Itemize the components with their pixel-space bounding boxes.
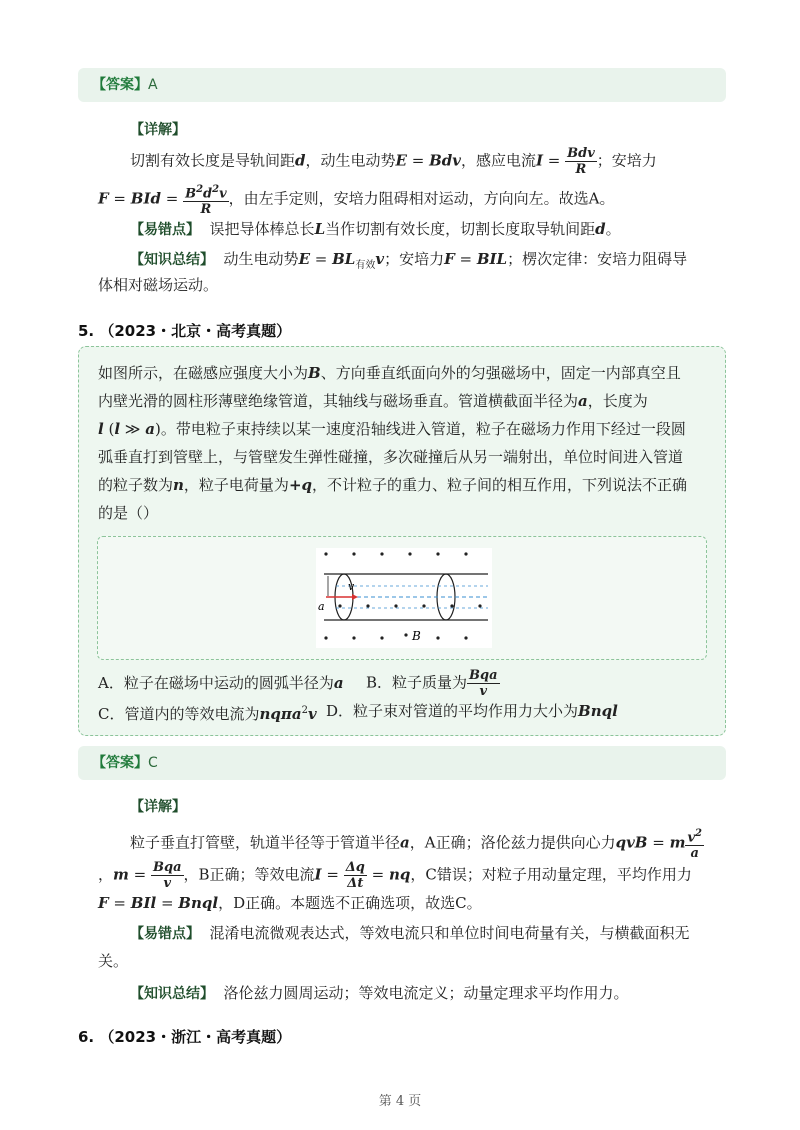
detail-line-1: 切割有效长度是导轨间距d，动生电动势E = Bdv，感应电流I = $\frac{\text{Bdv}}{R}$ ；安培力: [130, 146, 657, 177]
option-c[interactable]: C．管道内的等效电流为nqπa$^2$v: [98, 705, 317, 723]
answer-bar-1: [78, 68, 726, 102]
summary-line-1: 【知识总结】 动生电动势$E = BL_{有效}v$；安培力F = BIL；楞次定律：安培力阻碍导: [130, 250, 688, 271]
question-6-title: 6. （2023・浙江・高考真题）: [78, 1028, 292, 1046]
label-v: v: [348, 580, 355, 593]
option-a[interactable]: A．粒子在磁场中运动的圆弧半径为a: [98, 674, 344, 692]
magnetic-field-dots: [324, 552, 481, 639]
summary-line-1b: 体相对磁场运动。: [98, 276, 219, 294]
mistake-line-2b: 关。: [98, 952, 129, 970]
detail2-line-3: F = BIl = Bnql，D正确。本题选不正确选项，故选C。: [98, 894, 482, 912]
mistake-line-1: 【易错点】 误把导体棒总长L当作切割有效长度，切割长度取导轨间距d。: [130, 220, 621, 238]
pipe-figure: [316, 548, 492, 648]
answer-label: 【答案】: [92, 755, 148, 771]
mistake-line-2: 【易错点】 混淆电流微观表达式，等效电流只和单位时间电荷量有关，与横截面积无: [130, 924, 690, 942]
detail-tag-2: 【详解】: [130, 799, 186, 815]
answer-bar-2: [78, 746, 726, 780]
answer-value: A: [148, 77, 158, 93]
q5-line-3: l (l ≫ a)。带电粒子束持续以某一速度沿轴线进入管道，粒子在磁场力作用下经过一段圆: [98, 420, 686, 438]
q5-line-2: 内壁光滑的圆柱形薄壁绝缘管道，其轴线与磁场垂直。管道横截面半径为a，长度为: [98, 392, 648, 410]
label-a: a: [318, 600, 325, 613]
q5-line-6: 的是（）: [98, 504, 159, 522]
q5-line-1: 如图所示，在磁感应强度大小为B、方向垂直纸面向外的匀强磁场中，固定一内部真空且: [98, 364, 681, 382]
page-number: 第 4 页: [378, 1094, 422, 1109]
answer-value: C: [148, 755, 158, 771]
q5-line-4: 弧垂直打到管壁上，与管壁发生弹性碰撞，多次碰撞后从另一端射出，单位时间进入管道: [98, 448, 684, 466]
q5-line-5: 的粒子数为n，粒子电荷量为+q，不计粒子的重力、粒子间的相互作用，下列说法不正确: [98, 476, 688, 494]
summary-line-2: 【知识总结】 洛伦兹力圆周运动；等效电流定义；动量定理求平均作用力。: [130, 984, 629, 1002]
label-B: B: [412, 629, 421, 643]
detail-tag-1: 【详解】: [130, 122, 186, 138]
question-5-title: 5. （2023・北京・高考真题）: [78, 322, 292, 340]
option-d[interactable]: D．粒子束对管道的平均作用力大小为Bnql: [326, 702, 618, 720]
detail2-line-1: 粒子垂直打管壁，轨道半径等于管道半径a，A正确；洛伦兹力提供向心力qvB = m $\frac{v^2}{a}$: [130, 828, 702, 862]
option-b[interactable]: B．粒子质量为 $\frac{\text{Bqa}}{v}$: [366, 668, 498, 699]
detail2-line-2: ，m = $\frac{\text{Bqa}}{v}$ ，B正确；等效电流I = $\frac{\Delta q}{\Delta t}$ = nq，C错误；对粒子用动量定理，平均作用力: [98, 860, 692, 891]
answer-label: 【答案】: [92, 77, 148, 93]
pipe-diagram: [316, 548, 492, 648]
detail-line-2: F = BId = $\frac{B^2d^2v}{R}$ ，由左手定则，安培力阻碍相对运动，方向向左。故选A。: [98, 184, 615, 218]
